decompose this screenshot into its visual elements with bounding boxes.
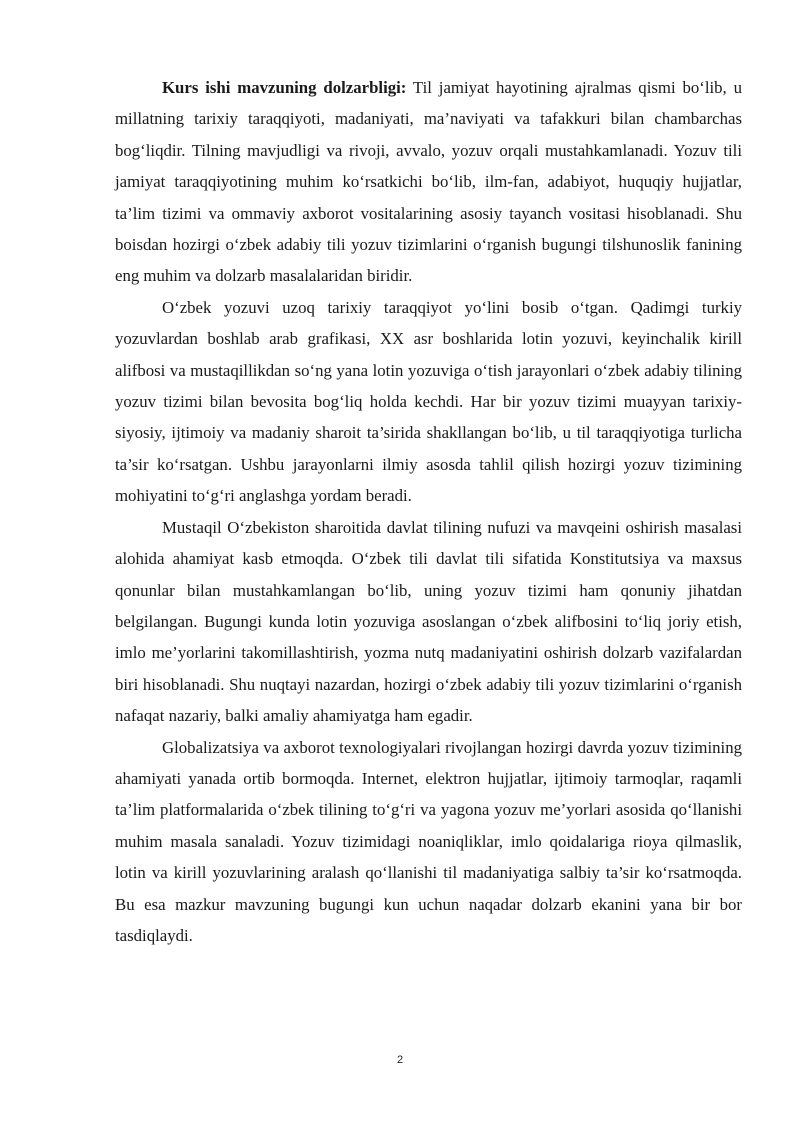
- paragraph-text: O‘zbek yozuvi uzoq tarixiy taraqqiyot yo‘lini bosib o‘tgan. Qadimgi turkiy yozuvlardan boshlab arab grafikasi, XX asr boshlarida lotin yozuvi, keyinchalik kirill alifbosi va mustaqillikdan so‘ng yana lotin yozuviga o‘tish jarayonlari o‘zbek adabiy tilining yozuv tizimi bilan bevosita bog‘liq holda kechdi. Har bir yozuv tizimi muayyan tarixiy-siyosiy, ijtimoiy va madaniy sharoit ta’sirida shakllangan bo‘lib, u til taraqqiyotiga turlicha ta’sir ko‘rsatgan. Ushbu jarayonlarni ilmiy asosda tahlil qilish hozirgi yozuv tizimining mohiyatini to‘g‘ri anglashga yordam beradi.: [115, 297, 742, 506]
- page-number: 2: [396, 1054, 404, 1066]
- paragraph-text: Globalizatsiya va axborot texnologiyalari rivojlangan hozirgi davrda yozuv tizimining ahamiyati yanada ortib bormoqda. Internet, elektron hujjatlar, ijtimoiy tarmoqlar, raqamli ta’lim platformalarida o‘zbek tilining to‘g‘ri va yagona yozuv me’yorlari asosida qo‘llanishi muhim masala sanaladi. Yozuv tizimidagi noaniqliklar, imlo qoidalariga rioya qilmaslik, lotin va kirill yozuvlarining aralash qo‘llanishi til madaniyatiga salbiy ta’sir ko‘rsatmoqda. Bu esa mazkur mavzuning bugungi kun uchun naqadar dolzarb ekanini yana bir bor tasdiqlaydi.: [115, 737, 742, 945]
- paragraph-relevance: [115, 72, 742, 292]
- paragraph-text: Mustaqil O‘zbekiston sharoitida davlat tilining nufuzi va mavqeini oshirish masalasi alohida ahamiyat kasb etmoqda. O‘zbek tili davlat tili sifatida Konstitutsiya va maxsus qonunlar bilan mustahkamlangan bo‘lib, uning yozuv tizimi ham qonuniy jihatdan belgilangan. Bugungi kunda lotin yozuviga asoslangan o‘zbek alifbosini to‘liq joriy etish, imlo me’yorlarini takomillashtirish, yozma nutq madaniyatini oshirish dolzarb vazifalardan biri hisoblanadi. Shu nuqtayi nazardan, hozirgi o‘zbek adabiy tili yozuv tizimlarini o‘rganish nafaqat nazariy, balki amaliy ahamiyatga ham egadir.: [115, 517, 742, 726]
- paragraph-state-language: [115, 512, 742, 732]
- paragraph-globalization: [115, 732, 742, 952]
- section-lead-heading: Kurs ishi mavzuning dolzarbligi:: [162, 78, 407, 97]
- body-text: [115, 72, 742, 951]
- paragraph-history: [115, 292, 742, 512]
- paragraph-text: Til jamiyat hayotining ajralmas qismi bo‘lib, u millatning tarixiy taraqqiyoti, madaniyati, ma’naviyati va tafakkuri bilan chambarchas bog‘liqdir. Tilning mavjudligi va rivoji, avvalo, yozuv orqali mustahkamlanadi. Yozuv tili jamiyat taraqqiyotining muhim ko‘rsatkichi bo‘lib, ilm-fan, adabiyot, huquqiy hujjatlar, ta’lim tizimi va ommaviy axborot vositalarining asosiy tayanch vositasi hisoblanadi. Shu boisdan hozirgi o‘zbek adabiy tili yozuv tizimlarini o‘rganish bugungi tilshunoslik fanining eng muhim va dolzarb masalalaridan biridir.: [115, 78, 743, 286]
